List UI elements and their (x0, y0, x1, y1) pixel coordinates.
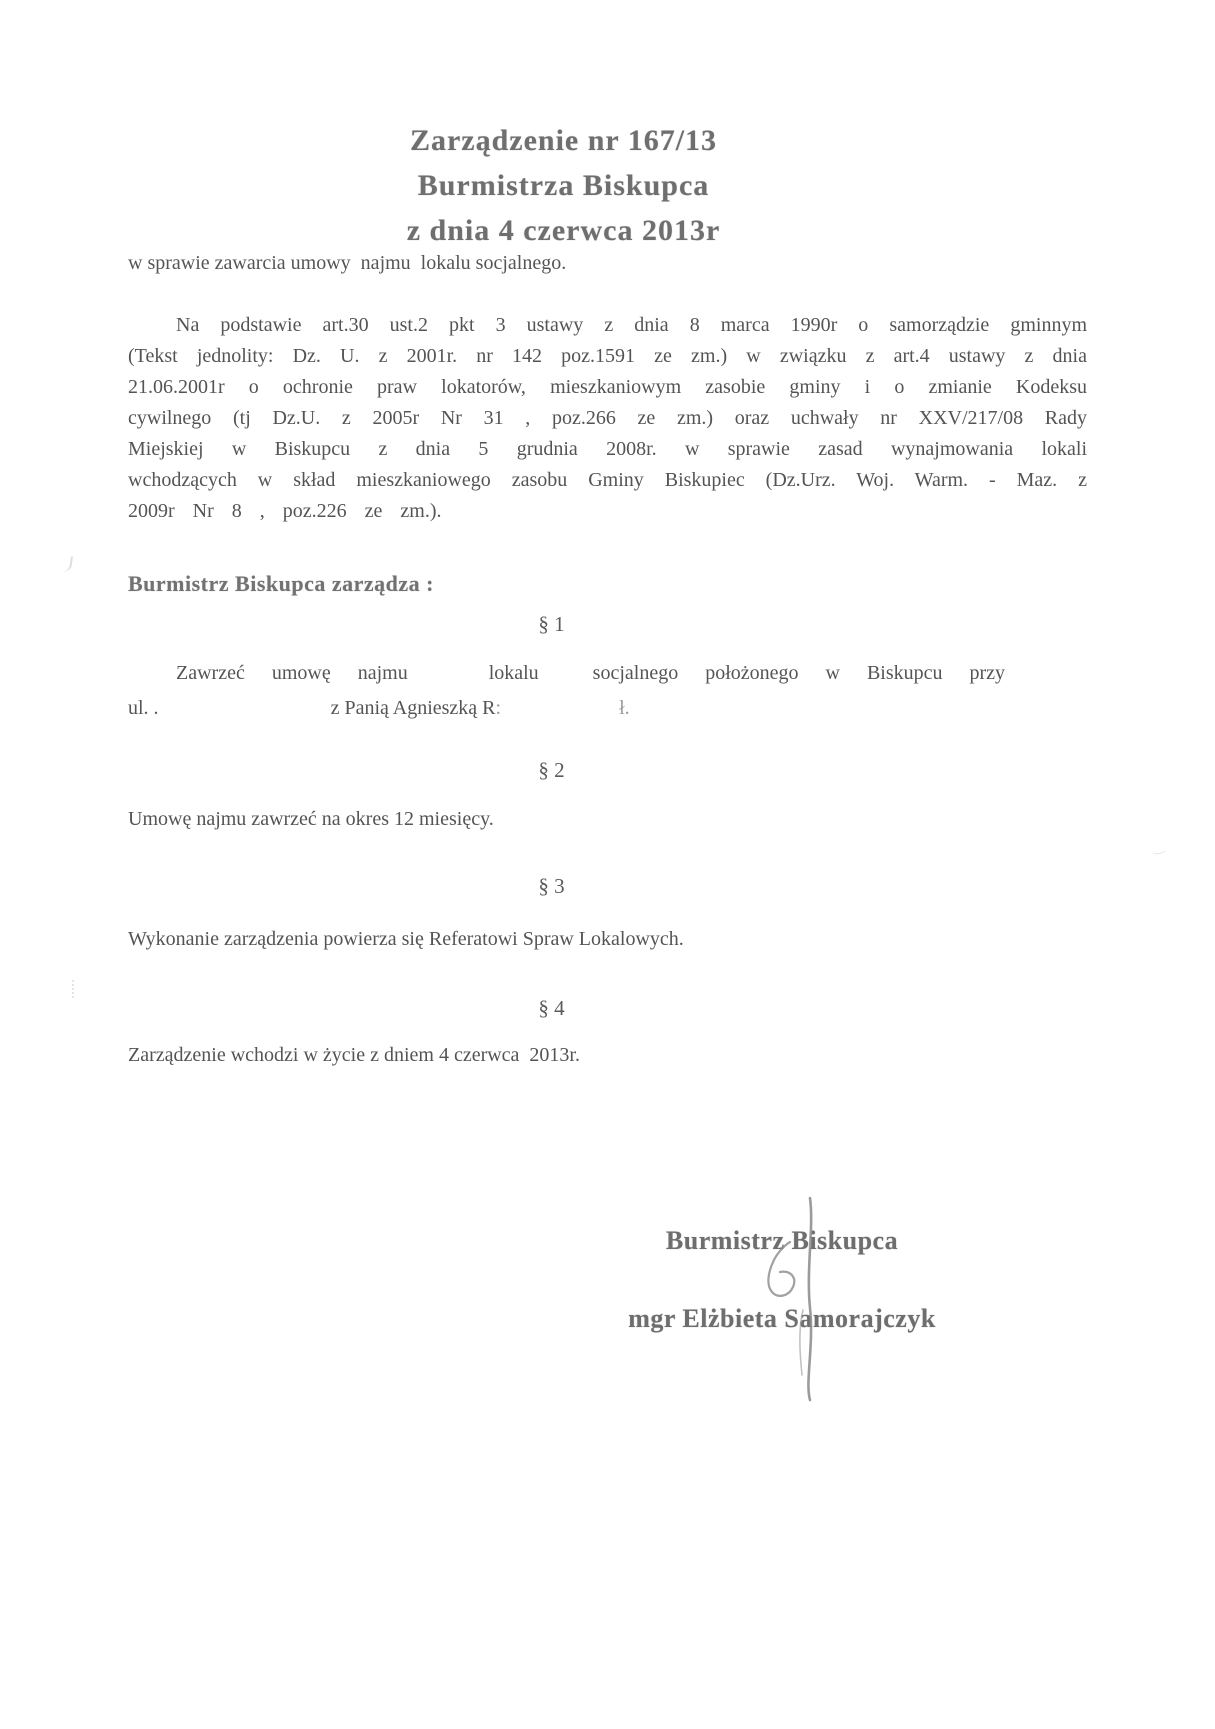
section-3-text: Wykonanie zarządzenia powierza się Referatowi Spraw Lokalowych. (128, 928, 684, 950)
title-line-ordinance-number: Zarządzenie nr 167/13 (409, 124, 718, 157)
legal-basis-paragraph: Na podstawie art.30 ust.2 pkt 3 ustawy z dnia 8 marca 1990r o samorządzie gminnym (Tekst jednolity: Dz. U. z 2001r. nr 142 poz.1591 ze zm.) w związku z art.4 ustawy z dnia 21.06.2001r o ochronie praw lokatorów, mieszkaniowym zasobie gminy i o zmianie Kodeksu cywilnego (tj Dz.U. z 2005r Nr 31 , poz.266 ze zm.) oraz uchwały nr XXV/217/08 Rady Miejskiej w Biskupcu z dnia 5 grudnia 2008r. w sprawie zasad wynajmowania lokali wchodzących w skład mieszkaniowego zasobu Gminy Biskupiec (Dz.Urz. Woj. Warm. - Maz. z 2009r Nr 8 , poz.226 ze zm.). (128, 314, 1087, 522)
scan-artifact (63, 556, 73, 573)
section-2-text: Umowę najmu zawrzeć na okres 12 miesięcy. (128, 808, 494, 830)
section-1-text-line1: Zawrzeć umowę najmu lokalu socjalnego położonego w Biskupcu przy (176, 662, 1006, 684)
scan-artifact (1152, 847, 1167, 856)
document-title (0, 118, 1215, 253)
signatory-title: Burmistrz Biskupca (665, 1226, 899, 1255)
section-2-number: § 2 (538, 758, 565, 782)
section-1-redacted-remainder: ł. (619, 697, 630, 719)
handwritten-signature (690, 1190, 870, 1405)
section-4-text: Zarządzenie wchodzi w życie z dniem 4 czerwca 2013r. (128, 1044, 580, 1066)
section-1-tenant-name-fragment: z Panią Agnieszką R (330, 697, 496, 719)
section-1-text-line2 (128, 697, 1088, 720)
section-4-number: § 4 (538, 996, 565, 1020)
title-line-issuer: Burmistrza Biskupca (417, 169, 710, 202)
section-1-street-fragment: ul. . (128, 697, 159, 719)
decree-heading: Burmistrz Biskupca zarządza : (128, 571, 434, 596)
section-1-redacted-colon: : (495, 697, 502, 719)
section-1-number: § 1 (538, 612, 565, 636)
signatory-name: mgr Elżbieta Samorajczyk (628, 1304, 936, 1333)
section-3-number: § 3 (538, 874, 565, 898)
title-line-date: z dnia 4 czerwca 2013r (406, 214, 721, 247)
subject-line: w sprawie zawarcia umowy najmu lokalu socjalnego. (128, 252, 567, 274)
